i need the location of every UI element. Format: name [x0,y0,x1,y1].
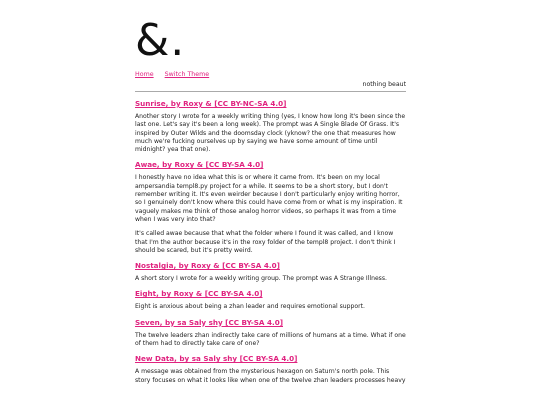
post-eight [135,289,406,311]
post-title-link[interactable]: Nostalgia, by Roxy & [CC BY-SA 4.0] [135,261,280,271]
post-title [135,318,406,327]
post-title [135,289,406,298]
header-divider [135,91,406,92]
nav-home-link[interactable]: Home [135,71,154,78]
post-title [135,160,406,169]
post-summary: Another story I wrote for a weekly writing thing (yes, I know how long it's been since the last one. Let's say it's been a long week). The prompt was A Single Blade Of Grass. It's inspired by Outer Wilds and the doomsday clock (yknow? the one that measures how much we're fucking ourselves up by saying we have some amount of time until midnight? yea that one). [135,113,406,154]
page-container [135,15,406,391]
site-logo[interactable]: &. [135,15,186,66]
post-sunrise [135,99,406,154]
post-title [135,99,406,108]
post-title [135,354,406,363]
nav-switch-theme-link[interactable]: Switch Theme [164,71,210,78]
site-nav [135,70,406,80]
post-seven [135,318,406,349]
post-title [135,261,406,270]
post-summary: A short story I wrote for a weekly writing group. The prompt was A Strange Illness. [135,275,387,283]
post-summary: I honestly have no idea what this is or where it came from. It's been on my local ampersandia templ8.py project for a while. It seems to be a short story, but I don't remember writing it. It's even weirder because I don't particularly enjoy writing horror, so I genuinely don't know where this could have come from or what is my inspiration. It vaguely makes me think of those analog horror videos, so perhaps it was from a time when I was very into that? [135,174,403,223]
post-nostalgia [135,261,406,283]
post-title-link[interactable]: Sunrise, by Roxy & [CC BY-NC-SA 4.0] [135,99,287,108]
post-new-data [135,354,406,385]
post-title-link[interactable]: New Data, by sa Saly shy [CC BY-SA 4.0] [135,354,298,364]
post-summary: A message was obtained from the mysterious hexagon on Saturn's north pole. This story focuses on what it looks like when one of the twelve zhan leaders processes heavy [135,368,406,384]
post-awae [135,160,406,255]
post-title-link[interactable]: Awae, by Roxy & [CC BY-SA 4.0] [135,160,264,170]
post-title-link[interactable]: Eight, by Roxy & [CC BY-SA 4.0] [135,289,263,299]
post-list [135,99,406,385]
post-title-link[interactable]: Seven, by sa Saly shy [CC BY-SA 4.0] [135,317,283,327]
post-summary: It's called awae because that what the folder where I found it was called, and I know that I'm the author because it's in the roxy folder of the templ8 project. I don't think I should be scared, but it's pretty weird. [135,230,396,254]
site-tagline: nothing beaut [362,81,406,88]
post-summary: Eight is anxious about being a zhan leader and requires emotional support. [135,303,365,311]
post-summary: The twelve leaders zhan indirectly take care of millions of humans at a time. What if one of them had to directly take care of one? [135,331,406,348]
